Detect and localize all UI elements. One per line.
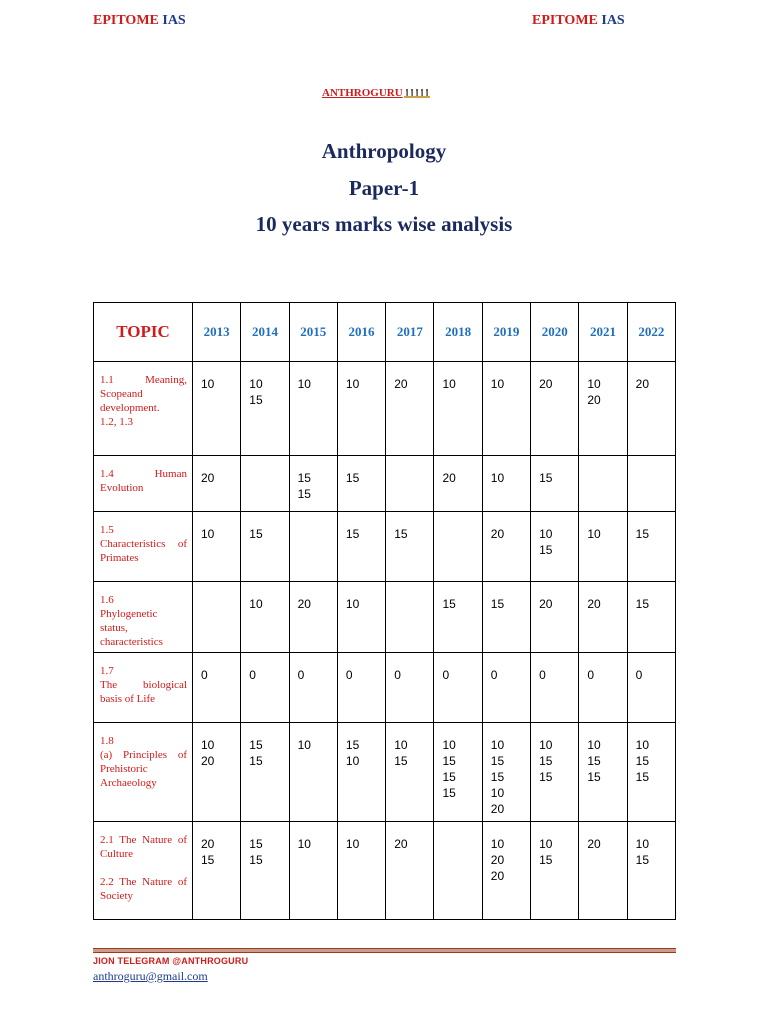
marks-value: 10: [490, 738, 505, 752]
topic-cell: [94, 822, 193, 920]
table-row: [94, 512, 676, 582]
marks-value: 10: [587, 738, 601, 752]
marks-cell: [627, 582, 675, 653]
marks-value: 0: [442, 668, 450, 682]
marks-value: 15: [635, 597, 650, 611]
marks-value: 10: [539, 738, 553, 752]
marks-value: 15: [249, 853, 263, 867]
document-title: Anthropology: [321, 139, 447, 163]
marks-value: 0: [394, 668, 401, 682]
year-header: 2015: [289, 303, 337, 362]
marks-value: 20: [539, 377, 553, 391]
topic-line: 1.6: [100, 594, 114, 606]
marks-cell: [386, 723, 434, 822]
marks-value: 10: [490, 377, 505, 391]
marks-cell: [193, 822, 241, 920]
marks-cell: [337, 653, 385, 723]
marks-value: 20: [201, 754, 215, 768]
marks-value: 20: [587, 393, 601, 407]
marks-cell: [386, 653, 434, 723]
marks-value: 15: [539, 853, 553, 867]
table-body: [94, 362, 676, 920]
header-right-ias: IAS: [601, 13, 625, 28]
topic-line: 1.5: [100, 524, 114, 536]
marks-cell: [337, 456, 385, 512]
marks-value: 15: [587, 770, 601, 784]
marks-value: 0: [297, 668, 305, 682]
year-header: 2020: [531, 303, 579, 362]
marks-cell: [386, 822, 434, 920]
marks-value: 20: [587, 597, 601, 611]
marks-value: 20: [442, 471, 456, 485]
year-header: 2013: [193, 303, 241, 362]
marks-value: 15: [442, 770, 456, 784]
human-evolution-logo-icon: [404, 88, 430, 98]
marks-cell: [434, 362, 482, 456]
marks-cell: [434, 456, 482, 512]
marks-value: 0: [635, 668, 643, 682]
table-row: [94, 582, 676, 653]
marks-cell: [337, 512, 385, 582]
marks-cell: [531, 653, 579, 723]
marks-value: 15: [635, 770, 650, 784]
marks-value: 15: [345, 471, 360, 485]
marks-cell: [289, 653, 337, 723]
marks-value: 10: [201, 377, 215, 391]
table-row: [94, 362, 676, 456]
marks-cell: [289, 822, 337, 920]
marks-cell: [241, 456, 289, 512]
marks-cell: [289, 362, 337, 456]
marks-value: 10: [249, 597, 263, 611]
table-row: [94, 822, 676, 920]
marks-cell: [531, 512, 579, 582]
marks-value: 10: [249, 377, 263, 391]
marks-analysis-table: [93, 302, 676, 920]
marks-cell: [241, 822, 289, 920]
year-header: 2017: [386, 303, 434, 362]
year-header: 2021: [579, 303, 627, 362]
marks-cell: [289, 512, 337, 582]
marks-cell: [241, 362, 289, 456]
marks-value: 10: [345, 754, 360, 768]
table-row: [94, 723, 676, 822]
marks-cell: [289, 456, 337, 512]
marks-value: 10: [442, 738, 456, 752]
marks-cell: [531, 582, 579, 653]
topic-line: Characteristics of Primates: [100, 538, 187, 564]
marks-value: 15: [539, 471, 553, 485]
marks-cell: [193, 512, 241, 582]
marks-cell: [579, 456, 627, 512]
topic-line: 1.7: [100, 665, 114, 677]
header-right-brand: [532, 13, 625, 29]
marks-value: 15: [394, 527, 408, 541]
marks-cell: [531, 723, 579, 822]
marks-value: 15: [539, 754, 553, 768]
marks-value: 20: [539, 597, 553, 611]
marks-value: 10: [490, 837, 505, 851]
marks-value: 15: [297, 487, 311, 501]
marks-cell: [531, 822, 579, 920]
marks-value: 15: [249, 738, 263, 752]
marks-value: 10: [587, 377, 601, 391]
marks-value: 15: [297, 471, 311, 485]
marks-cell: [579, 723, 627, 822]
table-header-row: [94, 303, 676, 362]
telegram-handle: JION TELEGRAM @ANTHROGURU: [93, 956, 249, 966]
header-right-epitome: EPITOME: [532, 13, 598, 28]
year-header: 2014: [241, 303, 289, 362]
marks-value: 10: [635, 837, 650, 851]
footer-divider: [93, 948, 676, 953]
topic-line: Phylogenetic status, characteristics: [100, 608, 163, 648]
topic-cell: [94, 582, 193, 653]
header-left-brand: [93, 13, 186, 29]
marks-cell: [337, 723, 385, 822]
header-left-ias: IAS: [162, 13, 186, 28]
marks-value: 15: [587, 754, 601, 768]
marks-value: 10: [345, 377, 360, 391]
marks-cell: [627, 822, 675, 920]
marks-value: 20: [201, 837, 215, 851]
marks-cell: [241, 723, 289, 822]
marks-value: 15: [442, 786, 456, 800]
topic-cell: [94, 512, 193, 582]
marks-value: 0: [345, 668, 353, 682]
topic-cell: [94, 362, 193, 456]
marks-value: 20: [394, 377, 408, 391]
marks-value: 0: [249, 668, 256, 682]
marks-value: 15: [490, 754, 505, 768]
topic-line: 1.1 Meaning, Scopeand development.: [100, 374, 187, 414]
marks-value: 10: [490, 786, 505, 800]
marks-value: 20: [297, 597, 311, 611]
topic-cell: [94, 723, 193, 822]
marks-cell: [434, 512, 482, 582]
marks-cell: [482, 456, 530, 512]
marks-cell: [482, 582, 530, 653]
marks-value: 0: [201, 668, 208, 682]
anthroguru-text: ANTHROGURU: [322, 87, 403, 99]
header-left-epitome: EPITOME: [93, 13, 159, 28]
marks-value: 20: [490, 869, 505, 883]
marks-cell: [386, 456, 434, 512]
marks-value: 15: [394, 754, 408, 768]
marks-value: 10: [587, 527, 601, 541]
marks-cell: [337, 822, 385, 920]
topic-line: The biological basis of Life: [100, 679, 187, 705]
marks-cell: [627, 723, 675, 822]
marks-value: 0: [587, 668, 595, 682]
marks-value: 15: [249, 754, 263, 768]
marks-value: 10: [201, 738, 215, 752]
marks-value: 15: [539, 770, 553, 784]
topic-line: 2.1 The Nature of Culture: [100, 834, 187, 860]
marks-value: 10: [297, 738, 311, 752]
marks-value: 10: [201, 527, 215, 541]
marks-value: 10: [539, 837, 553, 851]
marks-value: 15: [442, 597, 456, 611]
marks-cell: [193, 456, 241, 512]
marks-value: 10: [297, 837, 311, 851]
marks-value: 15: [539, 543, 553, 557]
marks-cell: [434, 723, 482, 822]
marks-cell: [579, 362, 627, 456]
marks-cell: [434, 653, 482, 723]
marks-cell: [337, 582, 385, 653]
marks-value: 20: [490, 802, 505, 816]
marks-value: 20: [490, 853, 505, 867]
marks-cell: [482, 822, 530, 920]
marks-cell: [579, 512, 627, 582]
topic-line: (a) Principles of Prehistoric Archaeology: [100, 749, 187, 789]
marks-cell: [579, 653, 627, 723]
marks-value: 15: [635, 754, 650, 768]
marks-cell: [337, 362, 385, 456]
marks-value: 10: [297, 377, 311, 391]
marks-value: 20: [635, 377, 650, 391]
marks-cell: [434, 582, 482, 653]
marks-cell: [289, 582, 337, 653]
analysis-subtitle: 10 years marks wise analysis: [255, 212, 513, 236]
marks-value: 15: [490, 597, 505, 611]
marks-cell: [289, 723, 337, 822]
year-header: 2018: [434, 303, 482, 362]
marks-value: 10: [442, 377, 456, 391]
marks-value: 10: [345, 597, 360, 611]
year-header: 2016: [337, 303, 385, 362]
marks-cell: [241, 653, 289, 723]
marks-value: 15: [249, 393, 263, 407]
marks-cell: [386, 582, 434, 653]
marks-value: 0: [539, 668, 546, 682]
table-row: [94, 456, 676, 512]
marks-value: 15: [490, 770, 505, 784]
topic-line: 1.8: [100, 735, 114, 747]
marks-cell: [241, 582, 289, 653]
marks-value: 20: [490, 527, 505, 541]
topic-line: [100, 861, 187, 875]
topic-header: TOPIC: [94, 303, 193, 362]
marks-value: 15: [635, 853, 650, 867]
marks-cell: [434, 822, 482, 920]
year-header: 2019: [482, 303, 530, 362]
topic-cell: [94, 456, 193, 512]
marks-cell: [531, 456, 579, 512]
topic-cell: [94, 653, 193, 723]
marks-value: 15: [442, 754, 456, 768]
anthroguru-brand: [322, 87, 430, 99]
marks-cell: [627, 653, 675, 723]
topic-line: 1.4 Human Evolution: [100, 468, 187, 494]
marks-value: 20: [201, 471, 215, 485]
marks-value: 10: [345, 837, 360, 851]
marks-value: 20: [587, 837, 601, 851]
marks-cell: [386, 362, 434, 456]
marks-value: 20: [394, 837, 408, 851]
marks-cell: [386, 512, 434, 582]
marks-value: 10: [490, 471, 505, 485]
marks-cell: [627, 512, 675, 582]
marks-value: 10: [635, 738, 650, 752]
marks-cell: [241, 512, 289, 582]
email-link[interactable]: anthroguru@gmail.com: [93, 969, 208, 983]
marks-cell: [193, 653, 241, 723]
marks-value: 15: [249, 527, 263, 541]
marks-value: 15: [249, 837, 263, 851]
marks-cell: [627, 456, 675, 512]
marks-cell: [193, 362, 241, 456]
marks-cell: [482, 362, 530, 456]
marks-cell: [482, 723, 530, 822]
table-row: [94, 653, 676, 723]
marks-value: 15: [345, 738, 360, 752]
marks-value: 0: [490, 668, 498, 682]
marks-value: 10: [394, 738, 408, 752]
topic-line: 1.2, 1.3: [100, 416, 133, 428]
marks-cell: [193, 582, 241, 653]
marks-cell: [579, 822, 627, 920]
topic-line: 2.2 The Nature of Society: [100, 876, 187, 902]
marks-cell: [482, 653, 530, 723]
marks-cell: [531, 362, 579, 456]
marks-cell: [627, 362, 675, 456]
marks-value: 10: [539, 527, 553, 541]
marks-cell: [579, 582, 627, 653]
marks-cell: [193, 723, 241, 822]
marks-value: 15: [635, 527, 650, 541]
year-header: 2022: [627, 303, 675, 362]
paper-title: Paper-1: [348, 176, 420, 200]
marks-value: 15: [201, 853, 215, 867]
marks-value: 15: [345, 527, 360, 541]
marks-cell: [482, 512, 530, 582]
